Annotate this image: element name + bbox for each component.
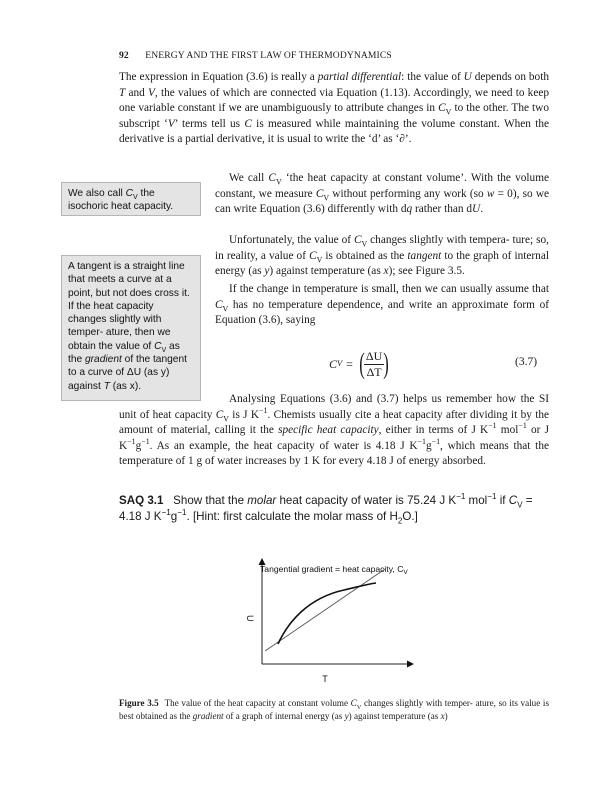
tangent-line xyxy=(265,569,385,651)
paragraph-4: If the change in temperature is small, then we can usually assume that $C_V$ has no temperature dependence, and write an approximate form of Equation (3.6), saying xyxy=(215,283,549,327)
equation-fraction xyxy=(364,349,384,380)
saq-3-1: SAQ 3.1 Show that the molar heat capacity of water is 75.24 J $K^{-1}$ mol$^{-1}$ if $C_V = 4.18$ J $K^{-1}g^{-1}$. [Hint: first calculate the molar mass of $H_2O$.] xyxy=(119,492,533,526)
fraction-numerator: ΔU xyxy=(365,348,383,363)
internal-energy-curve xyxy=(278,583,376,644)
fraction-denominator: ΔT xyxy=(366,364,382,379)
paragraph-5: Analysing Equations (3.6) and (3.7) helps us remember how the SI unit of heat capacity $C_V$ is J $K^{-1}$. Chemists usually cite a heat capacity after dividing it by the amount of material, calling it the specific heat capacity, either in terms of J $K^{-1}$ mol$^{-1}$ or J $K^{-1}g^{-1}$. As an example, the heat capacity of water is 4.18 J $K^{-1}g^{-1}$, which means that the temperature of 1 g of water increases by 1 K for every 4.18 J of energy absorbed. xyxy=(119,393,549,468)
figure-3-5-graph xyxy=(220,552,520,687)
sidebar-note-isochoric: We also call $C_V$ the isochoric heat capacity. xyxy=(61,182,201,216)
figure-caption: Figure 3.5 The value of the heat capacity at constant volume $C_V$ changes slightly with temper- ature, so its value is best obtained as the gradient of a graph of internal energy (as y) against temperature (as x) xyxy=(119,698,549,722)
paragraph-2: We call $C_V$ ‘the heat capacity at constant volume’. With the volume constant, we measure $C_V$ without performing any work (so w = 0), so we can write Equation (3.6) differently with dq rather than dU. xyxy=(215,172,549,216)
sidebar-note-tangent: A tangent is a straight line that meets a curve at a point, but not does cross it. If the heat capacity changes slightly with temper- ature, then we obtain the value of $C_V$ as the gradient of the tangent to a curve of ΔU (as y) against T (as x). xyxy=(61,255,201,401)
running-title: ENERGY AND THE FIRST LAW OF THERMODYNAMICS xyxy=(145,50,392,61)
equation-3-7: C V = ( ΔU ΔT ) xyxy=(329,347,390,380)
x-axis-label: T xyxy=(322,674,328,684)
saq-label: SAQ 3.1 xyxy=(119,494,164,507)
equation-lhs: C xyxy=(329,356,338,371)
page-number: 92 xyxy=(119,50,129,61)
y-axis-label: U xyxy=(245,615,255,622)
equation-label: (3.7) xyxy=(515,356,538,368)
running-header xyxy=(119,50,392,61)
caption-label: Figure 3.5 xyxy=(119,698,159,708)
tangent-annotation: Tangential gradient = heat capacity, $C_V$ xyxy=(260,564,408,576)
paragraph-3: Unfortunately, the value of $C_V$ changes slightly with tempera- ture; so, in reality, a value of $C_V$ is obtained as the tangent to the graph of internal energy (as y) against temperature (as x); see Figure 3.5. xyxy=(215,234,549,278)
paragraph-1: The expression in Equation (3.6) is really a partial differential: the value of U depends on both T and V, the values of which are connected via Equation (1.13). Accordingly, we need to keep one variable constant if we are unambiguously to attribute changes in $C_V$ to the other. The two subscript ‘V’ terms tell us C is measured while maintaining the volume constant. When the derivative is a partial derivative, it is usual to write the ‘d’ as ‘∂’. xyxy=(119,71,550,146)
